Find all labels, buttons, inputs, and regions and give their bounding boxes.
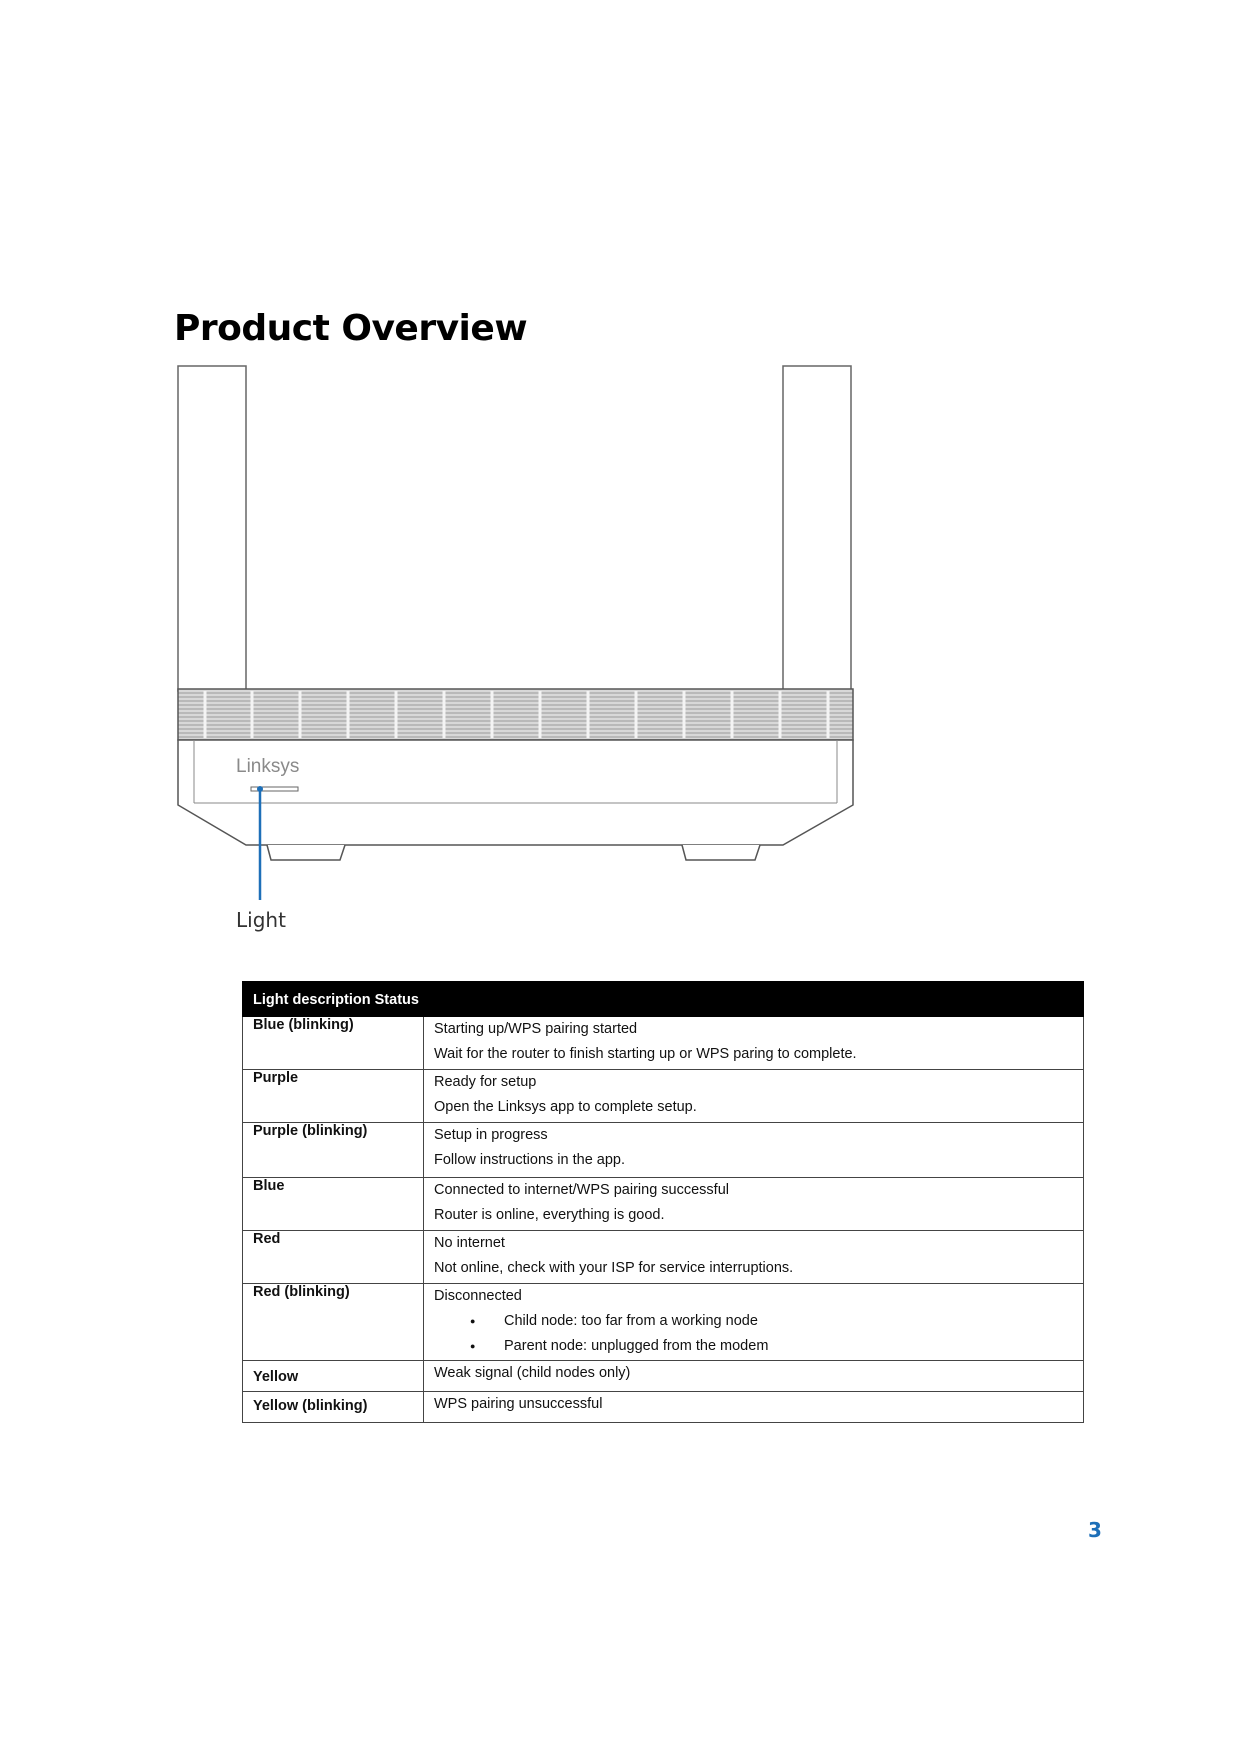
list-item: ● Parent node: unplugged from the modem [504, 1334, 1073, 1359]
status-detail: Not online, check with your ISP for service interruptions. [434, 1260, 794, 1276]
status-text: WPS pairing unsuccessful [434, 1396, 603, 1412]
status-detail: Wait for the router to finish starting up or WPS paring to complete. [434, 1046, 857, 1062]
router-drawing [170, 360, 870, 940]
status-text: Starting up/WPS pairing started [434, 1021, 638, 1037]
left-antenna [178, 366, 246, 691]
list-item: ● Child node: too far from a working node [504, 1309, 1073, 1334]
light-description: Blue [243, 1178, 424, 1231]
linksys-logo: Linksys [236, 756, 300, 777]
header-light-description: Light description [253, 992, 371, 1008]
light-description: Red [243, 1231, 424, 1284]
right-foot [682, 845, 760, 860]
status-detail: Open the Linksys app to complete setup. [434, 1099, 697, 1115]
right-antenna [783, 366, 851, 691]
status-bullet-list [434, 1309, 1073, 1359]
vent-grille [178, 689, 853, 740]
table-row [243, 1123, 1084, 1178]
table-row [243, 1070, 1084, 1123]
light-description: Red (blinking) [243, 1284, 424, 1361]
status-text: Ready for setup [434, 1074, 537, 1090]
light-description: Yellow [243, 1361, 424, 1392]
status-text: Connected to internet/WPS pairing successful [434, 1182, 729, 1198]
light-callout-label: Light [236, 908, 286, 932]
light-description: Purple (blinking) [243, 1123, 424, 1178]
table-row [243, 1231, 1084, 1284]
callout-dot [257, 786, 263, 792]
table-row [243, 1361, 1084, 1392]
light-description: Yellow (blinking) [243, 1392, 424, 1423]
status-text: Weak signal (child nodes only) [434, 1365, 631, 1381]
light-description: Blue (blinking) [243, 1017, 424, 1070]
status-text: No internet [434, 1235, 505, 1251]
table-row [243, 1284, 1084, 1361]
status-detail: Follow instructions in the app. [434, 1152, 626, 1168]
status-text: Disconnected [434, 1288, 522, 1304]
router-illustration [170, 360, 870, 940]
status-detail: Router is online, everything is good. [434, 1207, 665, 1223]
table-row [243, 1017, 1084, 1070]
table-header [243, 982, 1084, 1017]
table-row [243, 1392, 1084, 1423]
table-header-row [243, 982, 1084, 1017]
header-status: Status [374, 992, 419, 1008]
page-title: Product Overview [174, 308, 528, 349]
table-row [243, 1178, 1084, 1231]
left-foot [267, 845, 345, 860]
light-description: Purple [243, 1070, 424, 1123]
page-number: 3 [1088, 1518, 1102, 1542]
light-status-table [242, 981, 1084, 1423]
status-text: Setup in progress [434, 1127, 548, 1143]
